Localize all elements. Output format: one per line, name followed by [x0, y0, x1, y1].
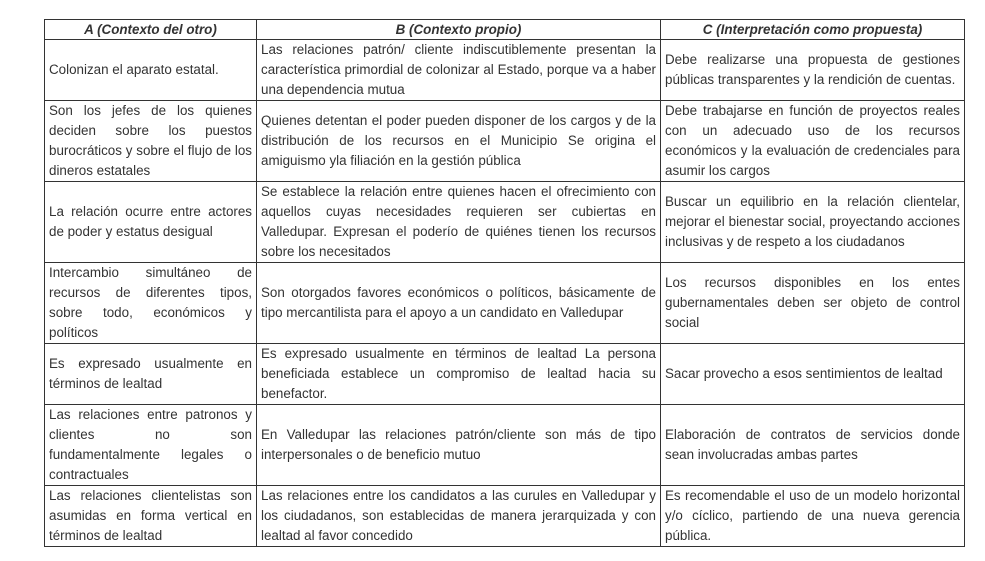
header-col-b: B (Contexto propio)	[257, 20, 661, 40]
cell-a: Es expresado usualmente en términos de lealtad	[45, 344, 257, 405]
table-row	[45, 182, 965, 263]
cell-a: Las relaciones entre patronos y clientes no son fundamentalmente legales o contractuales	[45, 405, 257, 486]
header-col-a: A (Contexto del otro)	[45, 20, 257, 40]
cell-b: Las relaciones entre los candidatos a las curules en Valledupar y los ciudadanos, son establecidas de manera jerarquizada y con lealtad al favor concedido	[257, 486, 661, 547]
cell-b: Las relaciones patrón/ cliente indiscutiblemente presentan la característica primordial de colonizar al Estado, porque va a haber una dependencia mutua	[257, 40, 661, 101]
cell-b: Es expresado usualmente en términos de lealtad La persona beneficiada establece un compromiso de lealtad hacia su benefactor.	[257, 344, 661, 405]
cell-b: Quienes detentan el poder pueden disponer de los cargos y de la distribución de los recursos en el Municipio Se origina el amiguismo yla filiación en la gestión pública	[257, 101, 661, 182]
cell-c: Debe trabajarse en función de proyectos reales con un adecuado uso de los recursos económicos y la evaluación de credenciales para asumir los cargos	[661, 101, 965, 182]
cell-c: Elaboración de contratos de servicios donde sean involucradas ambas partes	[661, 405, 965, 486]
table-row	[45, 263, 965, 344]
header-row	[45, 20, 965, 40]
cell-c: Buscar un equilibrio en la relación clientelar, mejorar el bienestar social, proyectando acciones inclusivas y de respeto a los ciudadanos	[661, 182, 965, 263]
comparison-table	[44, 19, 965, 547]
cell-c: Es recomendable el uso de un modelo horizontal y/o cíclico, partiendo de una nueva gerencia pública.	[661, 486, 965, 547]
cell-a: Son los jefes de los quienes deciden sobre los puestos burocráticos y sobre el flujo de los dineros estatales	[45, 101, 257, 182]
table-row	[45, 101, 965, 182]
table-row	[45, 344, 965, 405]
cell-a: Colonizan el aparato estatal.	[45, 40, 257, 101]
cell-b: En Valledupar las relaciones patrón/cliente son más de tipo interpersonales o de beneficio mutuo	[257, 405, 661, 486]
cell-c: Debe realizarse una propuesta de gestiones públicas transparentes y la rendición de cuentas.	[661, 40, 965, 101]
cell-b: Son otorgados favores económicos o políticos, básicamente de tipo mercantilista para el apoyo a un candidato en Valledupar	[257, 263, 661, 344]
header-col-c: C (Interpretación como propuesta)	[661, 20, 965, 40]
cell-b: Se establece la relación entre quienes hacen el ofrecimiento con aquellos cuyas necesidades requieren ser cubiertas en Valledupar. Expresan el poderío de quiénes tienen los recursos sobre los necesitados	[257, 182, 661, 263]
cell-a: La relación ocurre entre actores de poder y estatus desigual	[45, 182, 257, 263]
cell-c: Los recursos disponibles en los entes gubernamentales deben ser objeto de control social	[661, 263, 965, 344]
cell-a: Las relaciones clientelistas son asumidas en forma vertical en términos de lealtad	[45, 486, 257, 547]
cell-a: Intercambio simultáneo de recursos de diferentes tipos, sobre todo, económicos y políticos	[45, 263, 257, 344]
cell-c: Sacar provecho a esos sentimientos de lealtad	[661, 344, 965, 405]
table-row	[45, 405, 965, 486]
table-row	[45, 486, 965, 547]
table-row	[45, 40, 965, 101]
